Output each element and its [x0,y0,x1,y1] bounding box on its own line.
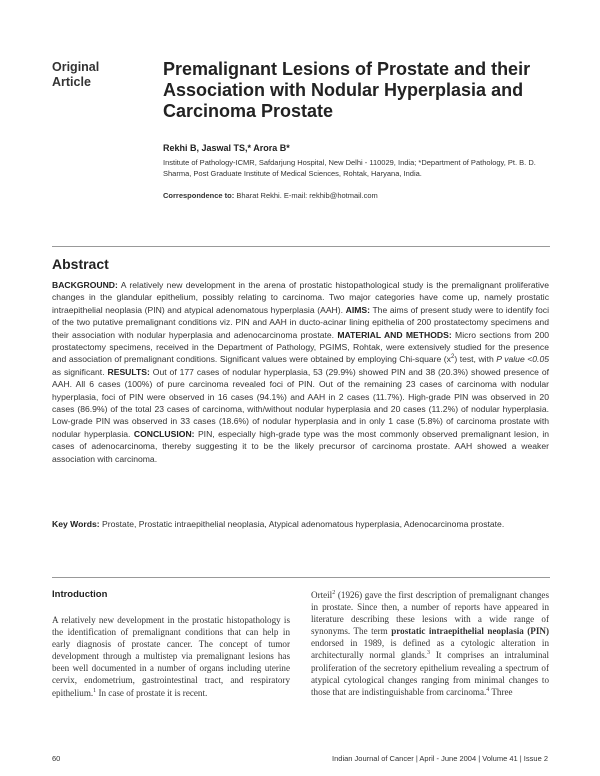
conclusion-text: PIN, especially high-grade type was the most commonly observed premalignant lesion, in cases of adenocarcinoma, thereby suggesting it to be the likely precursor of carcinoma prostate. AAH showed a weaker association with carcinoma. [52,428,550,464]
affiliation: Institute of Pathology-ICMR, Safdarjung Hospital, New Delhi - 110029, India; *Department of Pathology, Pt. B. D. Sharma, Post Graduate Institute of Medical Sciences, Rohtak, Haryana, India. [163,158,536,178]
intro-left-text: A relatively new development in the prostatic histopathology is the identification of premalignant conditions that can help in early diagnosis of prostate cancer. The concept of tumor development through a multistep via premalignant lesions has been well documented in a number of organs including uterine cervix, endometrium, gastrointestinal tract, and respiratory epithelium. [52,615,290,698]
article-title: Premalignant Lesions of Prostate and their Association with Nodular Hyperplasia and Carcinoma Prostate [163,59,531,121]
aims-text: The aims of present study were to identify foci of the two putative premalignant conditions viz. PIN and AAH in ducto-acinar lining epithelia of 200 prostatectomy specimens and their association with nodular hyperplasia and adenocarcinoma prostate. [52,304,550,340]
ref-1: 1 [93,687,97,694]
abstract-body [52,279,549,465]
methods-superscript: 2 [450,354,455,361]
keywords [52,518,549,530]
intro-left-text-b: In case of prostate it is recent. [98,687,208,698]
aims-label: AIMS: [345,304,370,315]
correspondence-text: Bharat Rekhi. E-mail: rekhib@hotmail.com [236,191,378,200]
intro-right-text-e: Three [491,686,513,697]
introduction-heading: Introduction [52,589,108,600]
methods-text: Micro sections from 200 prostatectomy specimens, received in the Department of Pathology, PGIMS, Rohtak, were extensively studied for the presence and association of premalignant conditions. Significant values were obtained by employing Chi-square (x [52,329,549,365]
methods-text-b: ) test, with [454,354,494,365]
correspondence [163,191,378,200]
pin-term: prostatic intraepithelial neoplasia (PIN) [391,626,549,637]
journal-footer: Indian Journal of Cancer | April - June 2004 | Volume 41 | Issue 2 [332,754,548,763]
results-text: Out of 177 cases of nodular hyperplasia, 53 (29.9%) showed PIN and 38 (20.3%) showed presence of AAH. All 6 cases (100%) of pure carcinoma revealed foci of PIN. Out of the remaining 23 cases of carcinoma with nodular hyperplasia, foci of PIN were observed in 16 cases (94.1%) and AAH in 2 cases (11.7%). High-grade PIN was observed in 20 cases (86.9%) of the total 23 cases of carcinoma, with/without nodular hyperplasia and 20 cases (11.2%) of nodular hyperplasia. Low-grade PIN was observed in 33 cases (18.6%) of nodular hyperplasia and in only 1 case (5.8%) of carcinoma prostate with nodular hyperplasia. [52,366,550,439]
p-value: P value <0.05 [496,354,549,365]
introduction-right-column [311,589,549,698]
divider-bottom [52,577,550,578]
intro-right-text: Orteil [311,590,333,600]
background-label: BACKGROUND: [52,280,118,290]
methods-label: MATERIAL AND METHODS: [337,329,452,340]
intro-right-text-d: It comprises an intraluminal proliferation of the secretory epithelium revealing a spectrum of atypical cytological changes ranging from minimal changes to those that are indistinguishable from carcinoma. [311,650,549,697]
introduction-left-column [52,614,290,699]
authors: Rekhi B, Jaswal TS,* Arora B* [163,143,290,153]
intro-right-text-c: endorsed in 1989, is defined as a cytologic alteration in architecturally normal glands. [311,638,549,661]
results-label: RESULTS: [107,366,150,377]
keywords-label: Key Words: [52,519,100,529]
methods-text-c: as significant. [52,366,105,377]
ref-4: 4 [486,686,490,693]
intro-right-text-b: (1926) gave the first description of premalignant changes in prostate. Since then, a number of reports have appeared in literature describing these lesions with a wide range of synonyms. The term [311,590,549,637]
page-number: 60 [52,754,61,763]
conclusion-label: CONCLUSION: [133,428,195,439]
article-type-label: Original Article [52,60,100,89]
ref-2: 2 [332,589,336,596]
correspondence-label: Correspondence to: [163,191,235,200]
abstract-heading: Abstract [52,256,109,272]
keywords-text: Prostate, Prostatic intraepithelial neoplasia, Atypical adenomatous hyperplasia, Adenocarcinoma prostate. [101,519,505,529]
divider-top [52,246,550,247]
background-text: A relatively new development in the arena of prostatic histopathological study is the premalignant proliferative changes in the glandular epithelium, possibly relating to carcinoma. Two major categories have come up, namely prostatic intraepithelial neoplasia (PIN) and atypical adenomatous hyperplasia (AAH). [52,280,549,315]
ref-3: 3 [427,650,431,657]
